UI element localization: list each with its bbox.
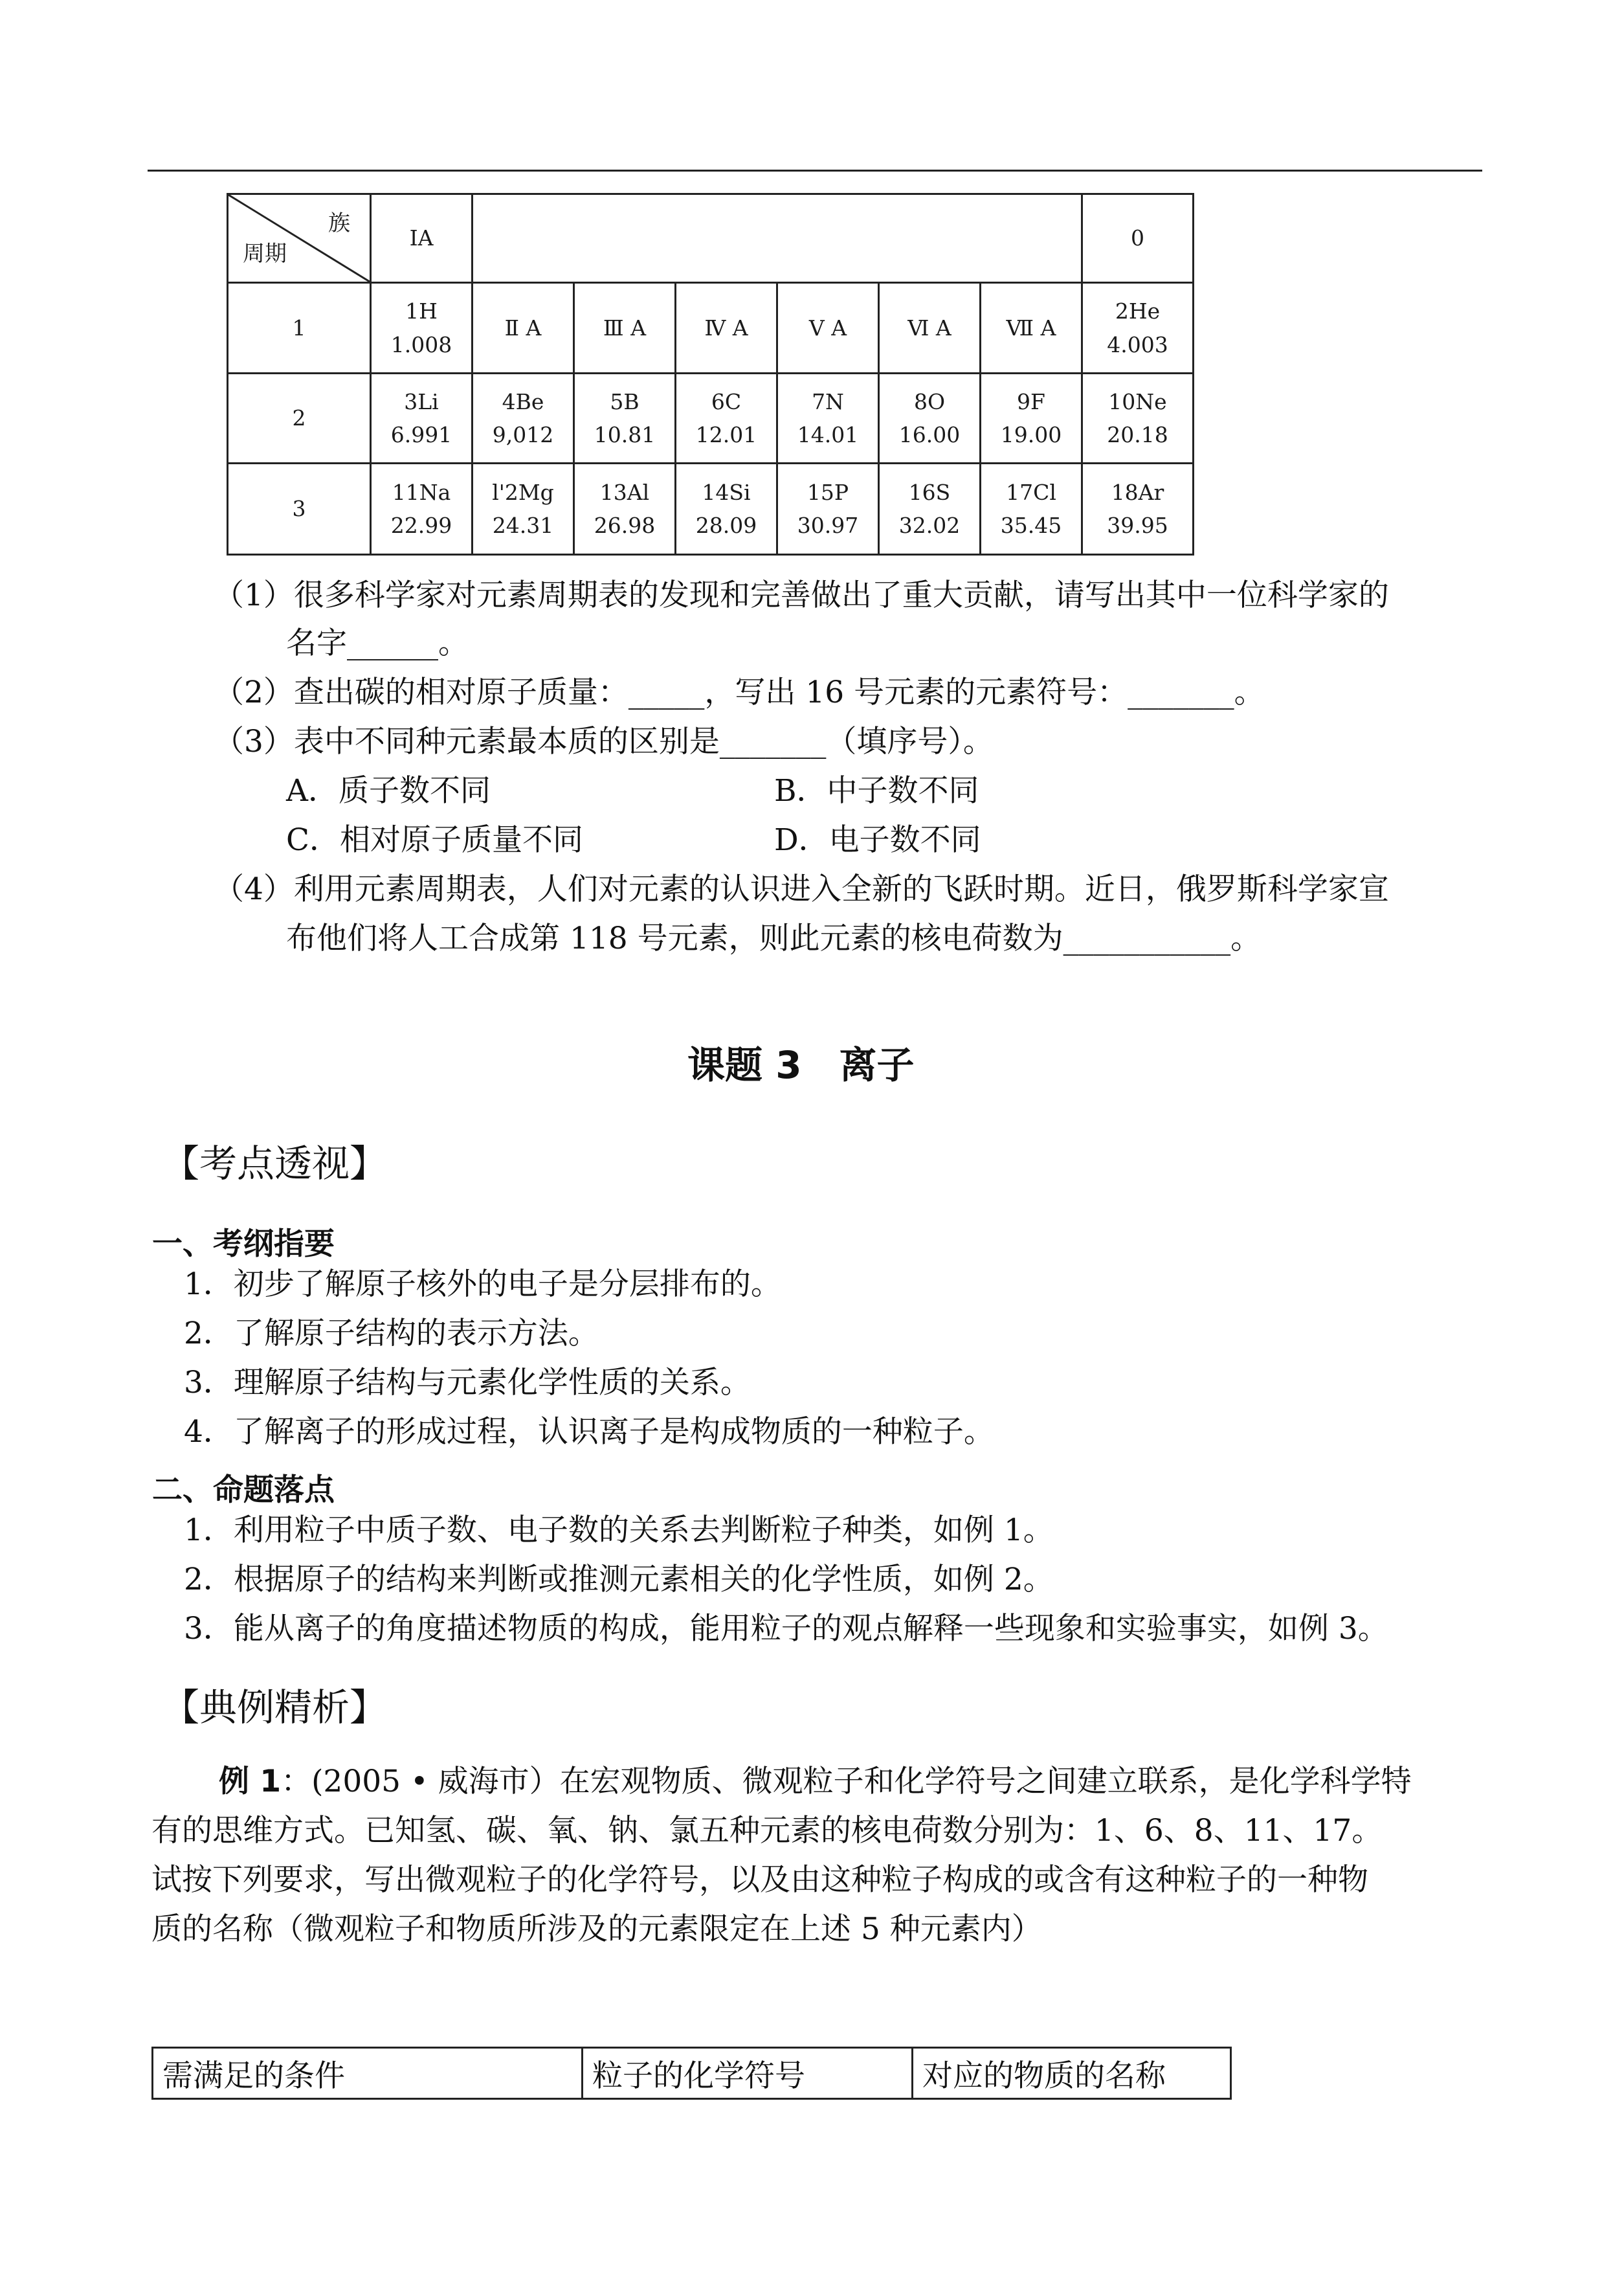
column-header-substance: 对应的物质的名称 <box>913 2048 1231 2099</box>
period-label: 2 <box>228 374 371 464</box>
element-mass: 12.01 <box>695 422 757 447</box>
element-symbol: 9F <box>1017 388 1045 414</box>
element-cell <box>473 374 574 464</box>
element-symbol: 10Ne <box>1108 388 1167 414</box>
example-1-line-3: 试按下列要求，写出微观粒子的化学符号，以及由这种粒子构成的或含有这种粒子的一种物 <box>151 1862 1368 1898</box>
element-mass: 10.81 <box>594 422 656 447</box>
element-mass: 35.45 <box>1000 513 1062 538</box>
element-symbol: 4Be <box>502 388 544 414</box>
element-cell-He <box>1082 283 1194 374</box>
element-cell <box>777 374 879 464</box>
element-mass: 30.97 <box>797 513 859 538</box>
column-header-symbol: 粒子的化学符号 <box>583 2048 913 2099</box>
element-symbol: 7N <box>812 388 844 414</box>
heading-mingti: 二、命题落点 <box>152 1472 335 1508</box>
element-cell <box>371 464 473 555</box>
element-mass: 19.00 <box>1000 422 1062 447</box>
question-3: （3）表中不同种元素最本质的区别是_______（填序号）。 <box>214 724 994 759</box>
mingti-item: 1．利用粒子中质子数、电子数的关系去判断粒子种类，如例 1。 <box>184 1512 1054 1548</box>
corner-label-group: 族 <box>328 210 350 236</box>
header-IA: IA <box>371 194 473 283</box>
element-symbol: 2He <box>1115 298 1161 324</box>
period-label: 3 <box>228 464 371 555</box>
section-kaodian: 【考点透视】 <box>162 1141 388 1185</box>
question-4-line-2: 布他们将人工合成第 118 号元素，则此元素的核电荷数为___________。 <box>286 921 1262 956</box>
group-label: Ⅶ A <box>981 283 1082 374</box>
section-dianli: 【典例精析】 <box>162 1685 388 1729</box>
column-header-condition: 需满足的条件 <box>153 2048 583 2099</box>
group-label: Ⅳ A <box>676 283 777 374</box>
element-cell <box>1082 464 1194 555</box>
kaogang-item: 2．了解原子结构的表示方法。 <box>184 1316 599 1351</box>
element-mass: 28.09 <box>695 513 757 538</box>
element-symbol: 18Ar <box>1111 479 1164 505</box>
example-1-line-2: 有的思维方式。已知氢、碳、氧、钠、氯五种元素的核电荷数分别为：1、6、8、11、17。 <box>151 1813 1383 1848</box>
element-cell <box>473 464 574 555</box>
element-symbol: 8O <box>913 388 946 414</box>
condition-table <box>151 2047 1232 2100</box>
period-label: 1 <box>228 283 371 374</box>
element-mass: 24.31 <box>492 513 554 538</box>
element-symbol: l'2Mg <box>492 479 554 505</box>
element-mass: 32.02 <box>898 513 961 538</box>
element-mass: 6.991 <box>390 422 452 447</box>
header-blank <box>473 194 1082 283</box>
element-mass: 20.18 <box>1107 422 1168 447</box>
example-1-line-4: 质的名称（微观粒子和物质所涉及的元素限定在上述 5 种元素内） <box>151 1911 1042 1947</box>
option-B: B．中子数不同 <box>774 773 979 809</box>
element-symbol: 5B <box>610 388 640 414</box>
kaogang-item: 1．初步了解原子核外的电子是分层排布的。 <box>184 1266 781 1302</box>
element-mass: 4.003 <box>1107 331 1168 357</box>
kaogang-item: 4．了解离子的形成过程，认识离子是构成物质的一种粒子。 <box>184 1414 994 1450</box>
element-cell <box>981 374 1082 464</box>
question-1-line-1: （1）很多科学家对元素周期表的发现和完善做出了重大贡献，请写出其中一位科学家的 <box>214 578 1389 613</box>
question-4-line-1: （4）利用元素周期表，人们对元素的认识进入全新的飞跃时期。近日，俄罗斯科学家宣 <box>214 871 1389 907</box>
element-symbol: 17Cl <box>1006 479 1056 505</box>
element-symbol: 3Li <box>404 388 439 414</box>
element-cell <box>879 374 981 464</box>
example-1-line-1 <box>219 1766 1412 1797</box>
element-symbol: 16S <box>908 479 951 505</box>
option-A: A．质子数不同 <box>286 773 491 809</box>
question-2: （2）查出碳的相对原子质量：_____，写出 16 号元素的元素符号：_______。 <box>214 675 1265 710</box>
lesson-title: 课题 3 离子 <box>687 1043 915 1087</box>
kaogang-item: 3．理解原子结构与元素化学性质的关系。 <box>184 1365 751 1400</box>
element-cell-H <box>371 283 473 374</box>
element-mass: 39.95 <box>1107 513 1168 538</box>
element-mass: 16.00 <box>898 422 961 447</box>
heading-kaogang: 一、考纲指要 <box>152 1226 335 1262</box>
element-cell <box>879 464 981 555</box>
example-1-line-1-text: ：(2005 • 威海市）在宏观物质、微观粒子和化学符号之间建立联系，是化学科学特 <box>281 1764 1412 1799</box>
table-corner-cell <box>228 194 371 283</box>
element-mass: 22.99 <box>390 513 452 538</box>
element-cell <box>676 374 777 464</box>
element-mass: 9,012 <box>492 422 554 447</box>
group-label: Ⅲ A <box>574 283 676 374</box>
element-symbol: 11Na <box>392 479 451 505</box>
element-cell <box>574 464 676 555</box>
example-1-label: 例 1 <box>219 1764 282 1799</box>
question-1-line-2: 名字______。 <box>286 625 469 661</box>
element-cell <box>574 374 676 464</box>
group-label: Ⅱ A <box>473 283 574 374</box>
element-symbol: 6C <box>711 388 742 414</box>
option-D: D．电子数不同 <box>774 822 981 858</box>
element-symbol: 14Si <box>702 479 751 505</box>
element-symbol: 15P <box>806 479 849 505</box>
element-cell <box>777 464 879 555</box>
group-label: Ⅵ A <box>879 283 981 374</box>
header-rule <box>148 170 1482 172</box>
element-mass: 1.008 <box>390 331 452 357</box>
header-0: 0 <box>1082 194 1194 283</box>
element-cell <box>676 464 777 555</box>
mingti-item: 2．根据原子的结构来判断或推测元素相关的化学性质，如例 2。 <box>184 1562 1054 1597</box>
element-cell <box>371 374 473 464</box>
element-symbol: 1H <box>405 298 438 324</box>
element-mass: 26.98 <box>594 513 656 538</box>
group-label: Ⅴ A <box>777 283 879 374</box>
option-C: C．相对原子质量不同 <box>286 822 583 858</box>
element-cell <box>981 464 1082 555</box>
periodic-table <box>227 193 1194 556</box>
mingti-item: 3．能从离子的角度描述物质的构成，能用粒子的观点解释一些现象和实验事实，如例 3。 <box>184 1611 1388 1646</box>
corner-label-period: 周期 <box>243 241 287 267</box>
element-mass: 14.01 <box>797 422 859 447</box>
element-symbol: 13Al <box>599 479 650 505</box>
element-cell <box>1082 374 1194 464</box>
